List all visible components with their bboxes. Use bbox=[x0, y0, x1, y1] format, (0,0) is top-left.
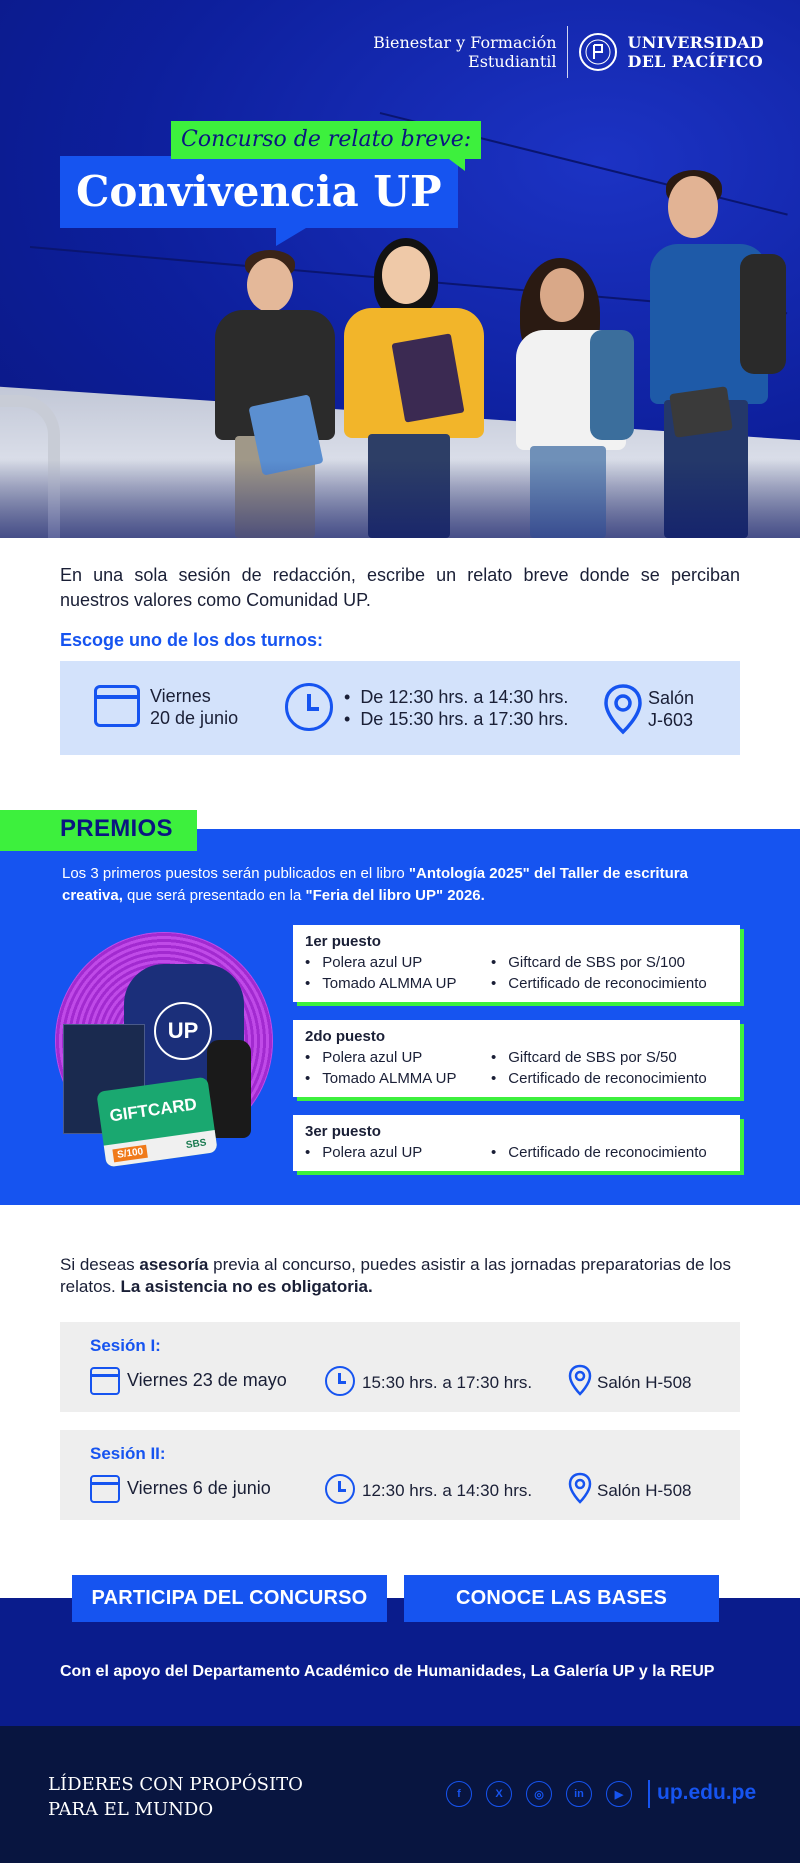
premios-title: PREMIOS bbox=[60, 815, 173, 842]
session-time: 12:30 hrs. a 14:30 hrs. bbox=[362, 1481, 533, 1500]
turnos-label: Escoge uno de los dos turnos: bbox=[60, 630, 324, 650]
clock-icon bbox=[285, 683, 333, 731]
brand-divider bbox=[567, 26, 568, 78]
department-name: Bienestar y Formación Estudiantil bbox=[373, 33, 557, 71]
calendar-icon bbox=[90, 1367, 120, 1395]
session-time: 15:30 hrs. a 17:30 hrs. bbox=[362, 1373, 533, 1392]
turnos-room: Salón J-603 bbox=[648, 688, 695, 730]
rules-button[interactable]: CONOCE LAS BASES bbox=[404, 1575, 719, 1622]
giftcard-image: GIFTCARD S/100 SBS bbox=[96, 1077, 217, 1168]
footer-motto: LÍDERES CON PROPÓSITO PARA EL MUNDO bbox=[48, 1774, 303, 1820]
hero-banner bbox=[0, 0, 800, 538]
turnos-box bbox=[60, 661, 740, 755]
session-card-1 bbox=[60, 1322, 740, 1412]
session-card-2 bbox=[60, 1430, 740, 1520]
facebook-icon[interactable]: f bbox=[446, 1781, 472, 1807]
linkedin-icon[interactable]: in bbox=[566, 1781, 592, 1807]
prize-card-3: 3er puesto • Polera azul UP • Certificado de reconocimiento bbox=[293, 1115, 740, 1171]
session-date: Viernes 6 de junio bbox=[127, 1478, 271, 1498]
instagram-icon[interactable]: ◎ bbox=[526, 1781, 552, 1807]
website-link[interactable]: up.edu.pe bbox=[657, 1781, 757, 1804]
university-name: UNIVERSIDAD DEL PACÍFICO bbox=[627, 33, 764, 71]
youtube-icon[interactable]: ▶ bbox=[606, 1781, 632, 1807]
location-pin-icon bbox=[568, 1364, 592, 1396]
session-room: Salón H-508 bbox=[597, 1481, 692, 1500]
university-seal-icon bbox=[578, 27, 618, 77]
turnos-times: • De 12:30 hrs. a 14:30 hrs. • De 15:30 hrs. a 17:30 hrs. bbox=[344, 686, 568, 730]
calendar-icon bbox=[90, 1475, 120, 1503]
x-icon[interactable]: X bbox=[486, 1781, 512, 1807]
clock-icon bbox=[325, 1366, 355, 1396]
calendar-icon bbox=[94, 685, 140, 727]
location-pin-icon bbox=[603, 683, 643, 735]
hero-fade bbox=[0, 460, 800, 538]
participate-button[interactable]: PARTICIPA DEL CONCURSO bbox=[72, 1575, 387, 1622]
intro-text: En una sola sesión de redacción, escribe un relato breve donde se perciban nuestros valores como Comunidad UP. bbox=[60, 565, 740, 610]
hero-title: Convivencia UP bbox=[60, 156, 458, 228]
session-title: Sesión II: bbox=[90, 1444, 166, 1463]
clock-icon bbox=[325, 1474, 355, 1504]
footer-divider bbox=[648, 1780, 650, 1808]
premios-description: Los 3 primeros puestos serán publicados en el libro "Antología 2025" del Taller de escritura creativa, que será presentado en la "Feria del libro UP" 2026. bbox=[62, 865, 688, 904]
hero-tag: Concurso de relato breve: bbox=[171, 121, 481, 159]
prizes-illustration bbox=[55, 932, 295, 1172]
brand-header bbox=[373, 26, 764, 78]
session-title: Sesión I: bbox=[90, 1336, 161, 1355]
session-room: Salón H-508 bbox=[597, 1373, 692, 1392]
social-links bbox=[446, 1781, 632, 1807]
hoodie-logo: UP bbox=[154, 1002, 212, 1060]
support-text: Con el apoyo del Departamento Académico de Humanidades, La Galería UP y la REUP bbox=[60, 1663, 715, 1680]
asesoria-text: Si deseas asesoría previa al concurso, puedes asistir a las jornadas preparatorias de los relatos. La asistencia no es obligatoria. bbox=[60, 1255, 731, 1296]
prize-card-1: 1er puesto • Polera azul UP • Giftcard de SBS por S/100 • Tomado ALMMA UP • Certificado de reconocimiento bbox=[293, 925, 740, 1002]
prize-card-2: 2do puesto • Polera azul UP • Giftcard de SBS por S/50 • Tomado ALMMA UP • Certificado de reconocimiento bbox=[293, 1020, 740, 1097]
turnos-date: Viernes 20 de junio bbox=[150, 686, 239, 728]
session-date: Viernes 23 de mayo bbox=[127, 1370, 287, 1390]
location-pin-icon bbox=[568, 1472, 592, 1504]
